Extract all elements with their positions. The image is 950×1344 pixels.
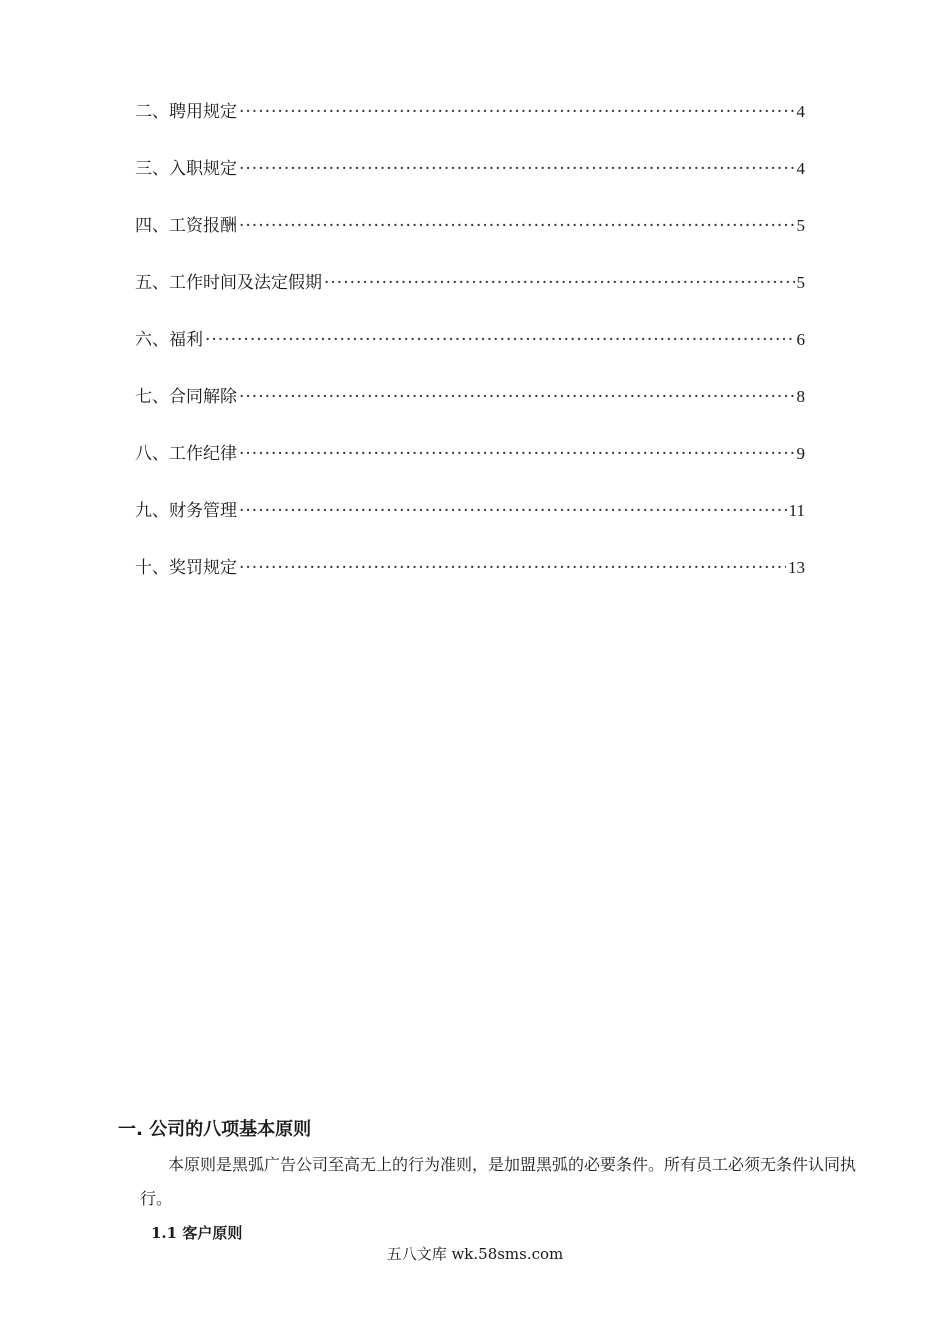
toc-entry-page: 8 bbox=[796, 387, 805, 406]
toc-entry[interactable] bbox=[135, 383, 805, 440]
subsection-heading: 1.1 客户原则 bbox=[151, 1224, 243, 1242]
toc-dot-leader bbox=[205, 326, 795, 354]
toc-dot-leader bbox=[324, 269, 795, 297]
toc-entry-title: 七、合同解除 bbox=[135, 387, 237, 407]
toc-dot-leader bbox=[239, 98, 795, 126]
toc-entry-title: 六、福利 bbox=[135, 330, 203, 350]
toc-entry-title: 十、奖罚规定 bbox=[135, 558, 237, 578]
toc-entry[interactable] bbox=[135, 440, 805, 497]
toc-entry-page: 13 bbox=[788, 558, 805, 577]
toc-entry-title: 五、工作时间及法定假期 bbox=[135, 273, 322, 293]
toc-dot-leader bbox=[239, 440, 795, 468]
table-of-contents bbox=[135, 98, 805, 611]
toc-entry-page: 9 bbox=[796, 444, 805, 463]
toc-entry[interactable] bbox=[135, 155, 805, 212]
toc-entry-title: 八、工作纪律 bbox=[135, 444, 237, 464]
toc-entry-title: 二、聘用规定 bbox=[135, 102, 237, 122]
toc-dot-leader bbox=[239, 497, 787, 525]
toc-entry-title: 三、入职规定 bbox=[135, 159, 237, 179]
toc-entry[interactable] bbox=[135, 269, 805, 326]
toc-entry[interactable] bbox=[135, 554, 805, 611]
toc-entry-page: 6 bbox=[796, 330, 805, 349]
toc-dot-leader bbox=[239, 383, 795, 411]
toc-dot-leader bbox=[239, 554, 786, 582]
toc-entry-page: 5 bbox=[796, 273, 805, 292]
toc-entry[interactable] bbox=[135, 98, 805, 155]
toc-entry-page: 11 bbox=[788, 501, 805, 520]
toc-entry-title: 九、财务管理 bbox=[135, 501, 237, 521]
toc-entry-title: 四、工资报酬 bbox=[135, 216, 237, 236]
intro-paragraph: 本原则是黑弧广告公司至高无上的行为准则，是加盟黑弧的必要条件。所有员工必须无条件认同执行。 bbox=[140, 1155, 857, 1208]
toc-entry[interactable] bbox=[135, 326, 805, 383]
section-heading: 一. 公司的八项基本原则 bbox=[118, 1119, 312, 1140]
toc-dot-leader bbox=[239, 155, 795, 183]
page-footer: 五八文库 wk.58sms.com bbox=[386, 1245, 564, 1263]
toc-entry-page: 4 bbox=[796, 102, 805, 121]
toc-entry[interactable] bbox=[135, 497, 805, 554]
toc-entry[interactable] bbox=[135, 212, 805, 269]
toc-dot-leader bbox=[239, 212, 795, 240]
toc-entry-page: 4 bbox=[796, 159, 805, 178]
toc-entry-page: 5 bbox=[796, 216, 805, 235]
